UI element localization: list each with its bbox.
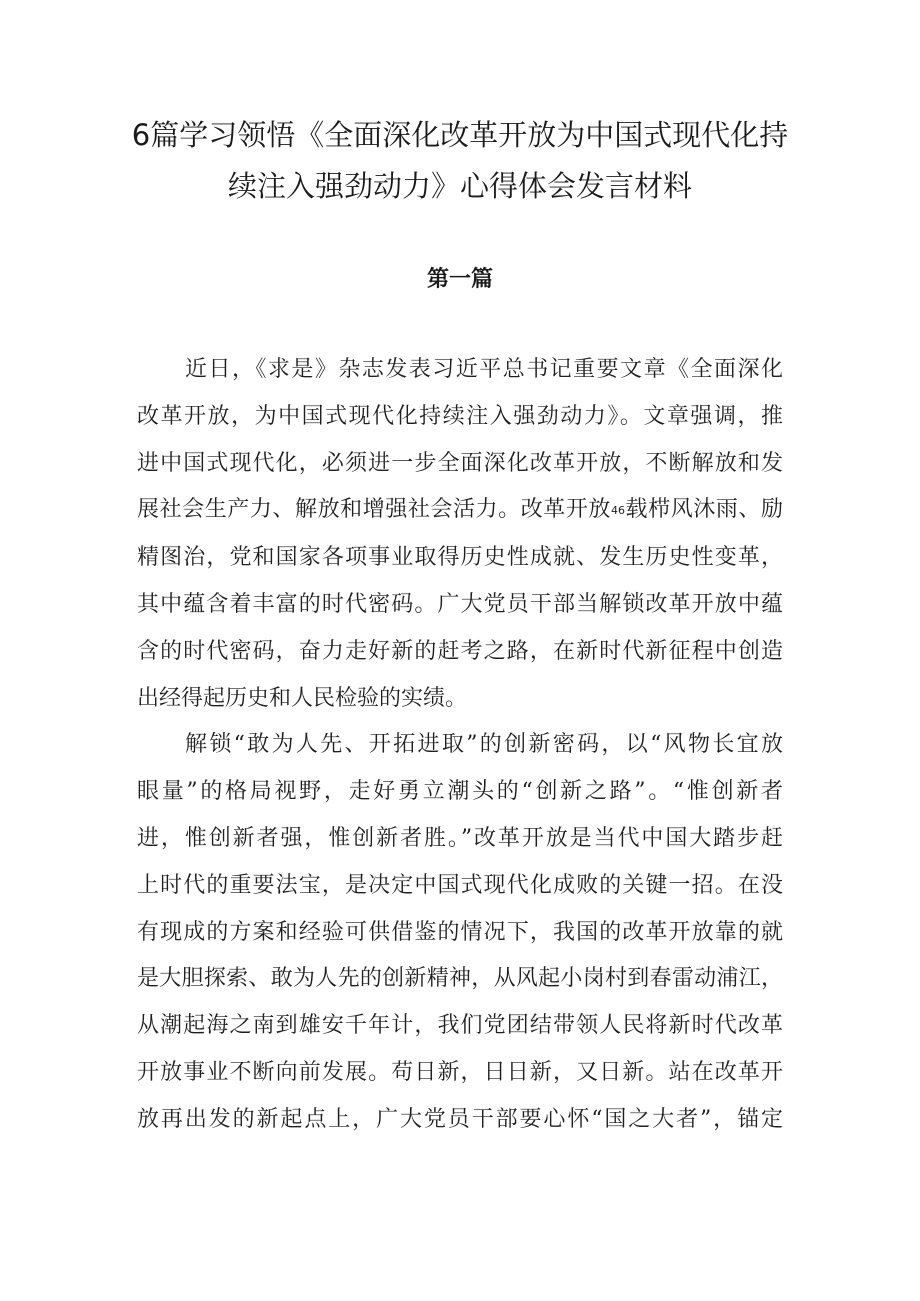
title-line: 续注入强劲动力》心得体会发言材料 — [227, 169, 692, 203]
text-line: 上时代的重要法宝，是决定中国式现代化成败的关键一招。在没 — [137, 872, 783, 898]
paragraph — [137, 347, 797, 722]
text-line: 放再出发的新起点上，广大党员干部要心怀“国之大者”，锚定 — [137, 1106, 783, 1132]
text-segment: 载栉风沐雨、励 — [624, 497, 783, 523]
text-line-with-number — [137, 487, 783, 535]
text-line: 进，惟创新者强，惟创新者胜。”改革开放是当代中国大踏步赶 — [137, 825, 783, 851]
paragraph — [137, 722, 797, 1143]
inline-number: 46 — [610, 504, 625, 518]
text-line: 有现成的方案和经验可供借鉴的情况下，我国的改革开放靠的就 — [137, 919, 783, 945]
text-segment: 展社会生产力、解放和增强社会活力。改革开放 — [137, 497, 611, 523]
text-line: 含的时代密码，奋力走好新的赶考之路，在新时代新征程中创造 — [137, 638, 783, 664]
text-line: 从潮起海之南到雄安千年计，我们党团结带领人民将新时代改革 — [137, 1013, 783, 1039]
text-line: 近日，《求是》杂志发表习近平总书记重要文章《全面深化 — [185, 357, 783, 382]
text-line: 精图治，党和国家各项事业取得历史性成就、发生历史性变革， — [137, 545, 783, 571]
text-line: 解锁“敢为人先、开拓进取”的创新密码，以“风物长宜放 — [185, 732, 783, 758]
text-line: 开放事业不断向前发展。苟日新，日日新，又日新。站在改革开 — [137, 1059, 783, 1085]
text-line: 眼量”的格局视野，走好勇立潮头的“创新之路”。“惟创新者 — [137, 779, 783, 805]
document-title — [100, 110, 820, 212]
document-body — [137, 347, 797, 1144]
title-line: 6篇学习领悟《全面深化改革开放为中国式现代化持 — [131, 118, 789, 152]
text-line: 进中国式现代化，必须进一步全面深化改革开放，不断解放和发 — [137, 450, 783, 476]
text-line: 改革开放，为中国式现代化持续注入强劲动力》。文章强调，推 — [137, 403, 783, 429]
section-heading: 第一篇 — [426, 267, 493, 292]
text-line: 是大胆探索、敢为人先的创新精神，从风起小岗村到春雷动浦江， — [137, 966, 783, 992]
text-line: 出经得起历史和人民检验的实绩。 — [137, 685, 468, 711]
text-line: 其中蕴含着丰富的时代密码。广大党员干部当解锁改革开放中蕴 — [137, 591, 783, 617]
